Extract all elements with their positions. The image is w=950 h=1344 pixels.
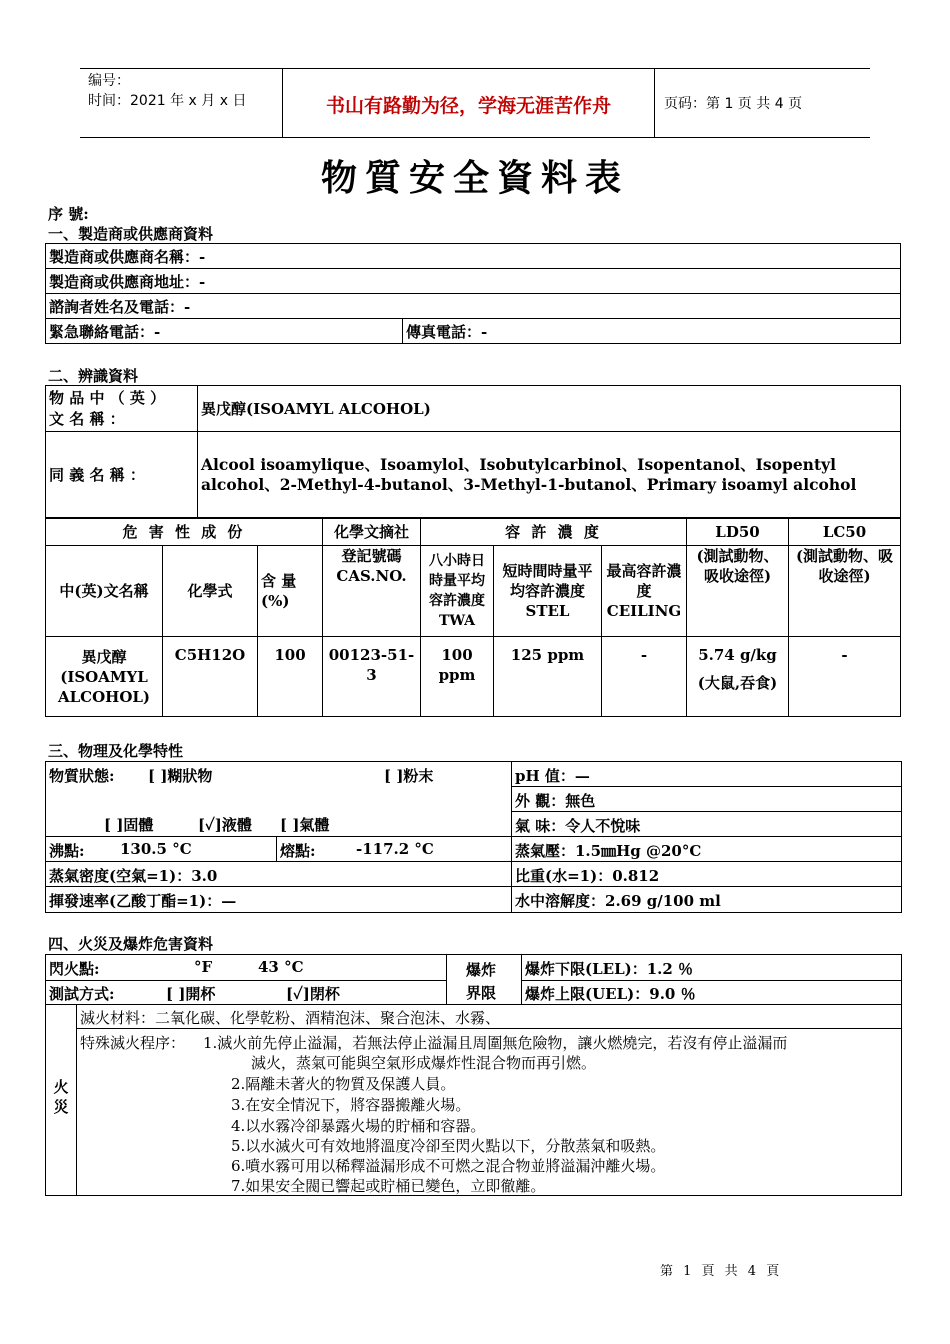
cas-header: 化學文摘社 [323,519,421,546]
header-motto: 书山有路勤为径，学海无涯苦作舟 [325,95,611,117]
col-lc50: (測試動物、吸收途徑) [789,546,901,637]
product-name-label [46,386,198,432]
vapor-density: 蒸氣密度(空氣=1)：3.0 [49,867,218,885]
procedure-step-2: 2.隔離未著火的物質及保護人員。 [231,1075,456,1093]
number-label: 编号： [88,73,130,89]
section1-heading: 一、製造商或供應商資料 [48,225,214,243]
test-method-label: 測試方式: [49,985,115,1003]
fire-label: 火災 [53,1078,69,1116]
row-stel: 125 ppm [494,637,602,717]
col-cas: 登記號碼 CAS.NO. [323,546,421,637]
flash-point-unit: °F [194,958,213,976]
col-formula: 化學式 [163,546,258,637]
fax-phone: 傳真電話：- [403,319,901,344]
footer-page-number: 第 1 頁 共 4 頁 [660,1264,783,1279]
cell-divider [521,955,522,1004]
solubility: 水中溶解度：2.69 g/100 ml [515,892,721,910]
extinguishing-media: 滅火材料：二氧化碳、化學乾粉、酒精泡沫、聚合泡沫、水霧、 [80,1009,501,1027]
page-number: 页码：第 1 页 共 4 页 [664,96,803,112]
powder-checkbox: [ ]粉末 [384,767,434,785]
hazard-components-table [45,518,901,717]
cell-divider [446,955,447,1004]
col-stel: 短時間時量平均容許濃度 STEL [494,546,602,637]
emergency-phone: 緊急聯絡電話：- [46,319,403,344]
serial-label: 序 號: [48,205,89,223]
hazard-header: 危 害 性 成 份 [46,519,323,546]
row-formula: C5H12O [163,637,258,717]
row-divider [46,1004,901,1005]
fire-hazard-box [45,954,902,1196]
ld50-note: (大鼠,吞食) [697,674,778,692]
limit-header: 容 許 濃 度 [421,519,687,546]
open-cup-checkbox: [ ]開杯 [166,985,216,1003]
row-lc50: - [789,637,901,717]
row-divider [521,980,901,981]
supplier-address: 製造商或供應商地址：- [46,269,901,294]
appearance-value: 外 觀：無色 [515,792,596,810]
cell-divider [76,1004,77,1195]
row-divider [511,811,901,812]
synonym-label: 同 義 名 稱 ： [46,432,198,518]
paste-checkbox: [ ]糊狀物 [148,767,213,785]
flash-point-label: 閃火點: [49,960,100,978]
page-header [80,68,870,138]
explosion-label: 界限 [466,984,497,1002]
section3-heading: 三、物理及化學特性 [48,742,184,760]
product-name-label-line1: 物 品 中 （ 英 ） [49,388,166,407]
procedure-step-6: 6.噴水霧可用以稀釋溢漏形成不可燃之混合物並將溢漏沖離火場。 [231,1157,666,1175]
ld50-value: 5.74 g/kg [698,646,777,664]
row-ld50 [687,637,789,717]
row-divider [511,836,901,837]
supplier-table [45,243,901,344]
boiling-value: 130.5 °C [120,840,192,858]
lc50-header: LC50 [789,519,901,546]
row-divider [46,836,511,837]
state-label: 物質狀態: [49,767,115,785]
identification-table [45,385,901,518]
lel-value: 爆炸下限(LEL)：1.2 ％ [525,960,694,978]
row-ceiling: - [602,637,687,717]
date-label: 时间：2021 年 x 月 x 日 [88,93,247,109]
row-divider [46,861,901,862]
gas-checkbox: [ ]氣體 [280,816,330,834]
procedure-step-1: 1.滅火前先停止溢漏，若無法停止溢漏且周圍無危險物，讓火燃燒完，若沒有停止溢漏而 [203,1034,788,1052]
procedure-step-7: 7.如果安全閥已響起或貯桶已變色，立即徹離。 [231,1177,546,1195]
row-name: 異戊醇 (ISOAMYL ALCOHOL) [46,637,163,717]
section4-heading: 四、火災及爆炸危害資料 [48,935,214,953]
col-name: 中(英)文名稱 [46,546,163,637]
physical-properties-box [45,761,902,913]
row-divider [46,980,446,981]
explosion-label: 爆炸 [466,961,497,979]
closed-cup-checkbox: [✓]閉杯 [286,985,340,1003]
melting-value: -117.2 °C [356,840,434,858]
supplier-name: 製造商或供應商名稱：- [46,244,901,269]
flash-point-value: 43 °C [258,958,304,976]
ld50-header: LD50 [687,519,789,546]
row-content: 100 [258,637,323,717]
col-ceiling: 最高容許濃度 CEILING [602,546,687,637]
uel-value: 爆炸上限(UEL)：9.0 ％ [525,985,696,1003]
section2-heading: 二、辨識資料 [48,367,139,385]
odor-value: 氣 味：令人不悅味 [515,817,641,835]
specific-gravity: 比重(水=1)：0.812 [515,867,660,885]
melting-label: 熔點: [280,842,316,860]
procedure-step-1-continued: 滅火，蒸氣可能與空氣形成爆炸性混合物而再引燃。 [251,1054,597,1072]
col-ld50: (測試動物、吸收途徑) [687,546,789,637]
procedure-step-5: 5.以水滅火可有效地將溫度冷卻至閃火點以下，分散蒸氣和吸熱。 [231,1137,666,1155]
row-divider [511,786,901,787]
product-name-label-line2: 文 名 稱 ： [49,409,125,428]
col-content: 含 量 (%) [258,546,323,637]
document-title: 物質安全資料表 [320,157,629,199]
liquid-checkbox: [✓]液體 [198,816,252,834]
row-cas: 00123-51-3 [323,637,421,717]
row-twa: 100 ppm [421,637,494,717]
procedure-step-3: 3.在安全情況下，將容器搬離火場。 [231,1096,471,1114]
procedure-step-4: 4.以水霧冷卻暴露火場的貯桶和容器。 [231,1117,486,1135]
row-divider [76,1028,901,1029]
boiling-label: 沸點: [49,842,85,860]
evaporation-rate: 揮發速率(乙酸丁酯=1)：— [49,892,237,910]
ph-value: pH 值：— [515,767,590,785]
header-meta [88,71,246,111]
header-divider [654,69,655,137]
contact-person: 諮詢者姓名及電話：- [46,294,901,319]
special-procedure-label: 特殊滅火程序： [80,1034,186,1052]
column-divider [511,762,512,912]
row-divider [46,886,901,887]
cell-divider [276,836,277,861]
synonym-value: Alcool isoamylique、Isoamylol、Isobutylcarbinol、Isopentanol、Isopentyl alcohol、2-Methyl-4-butanol、3-Methyl-1-butanol、Primary isoamyl alcohol [198,432,901,518]
vapor-pressure: 蒸氣壓：1.5㎜Hg @20°C [515,842,702,860]
product-name-value: 異戊醇(ISOAMYL ALCOHOL) [198,386,901,432]
solid-checkbox: [ ]固體 [104,816,154,834]
col-twa: 八小時日時量平均容許濃度 TWA [421,546,494,637]
